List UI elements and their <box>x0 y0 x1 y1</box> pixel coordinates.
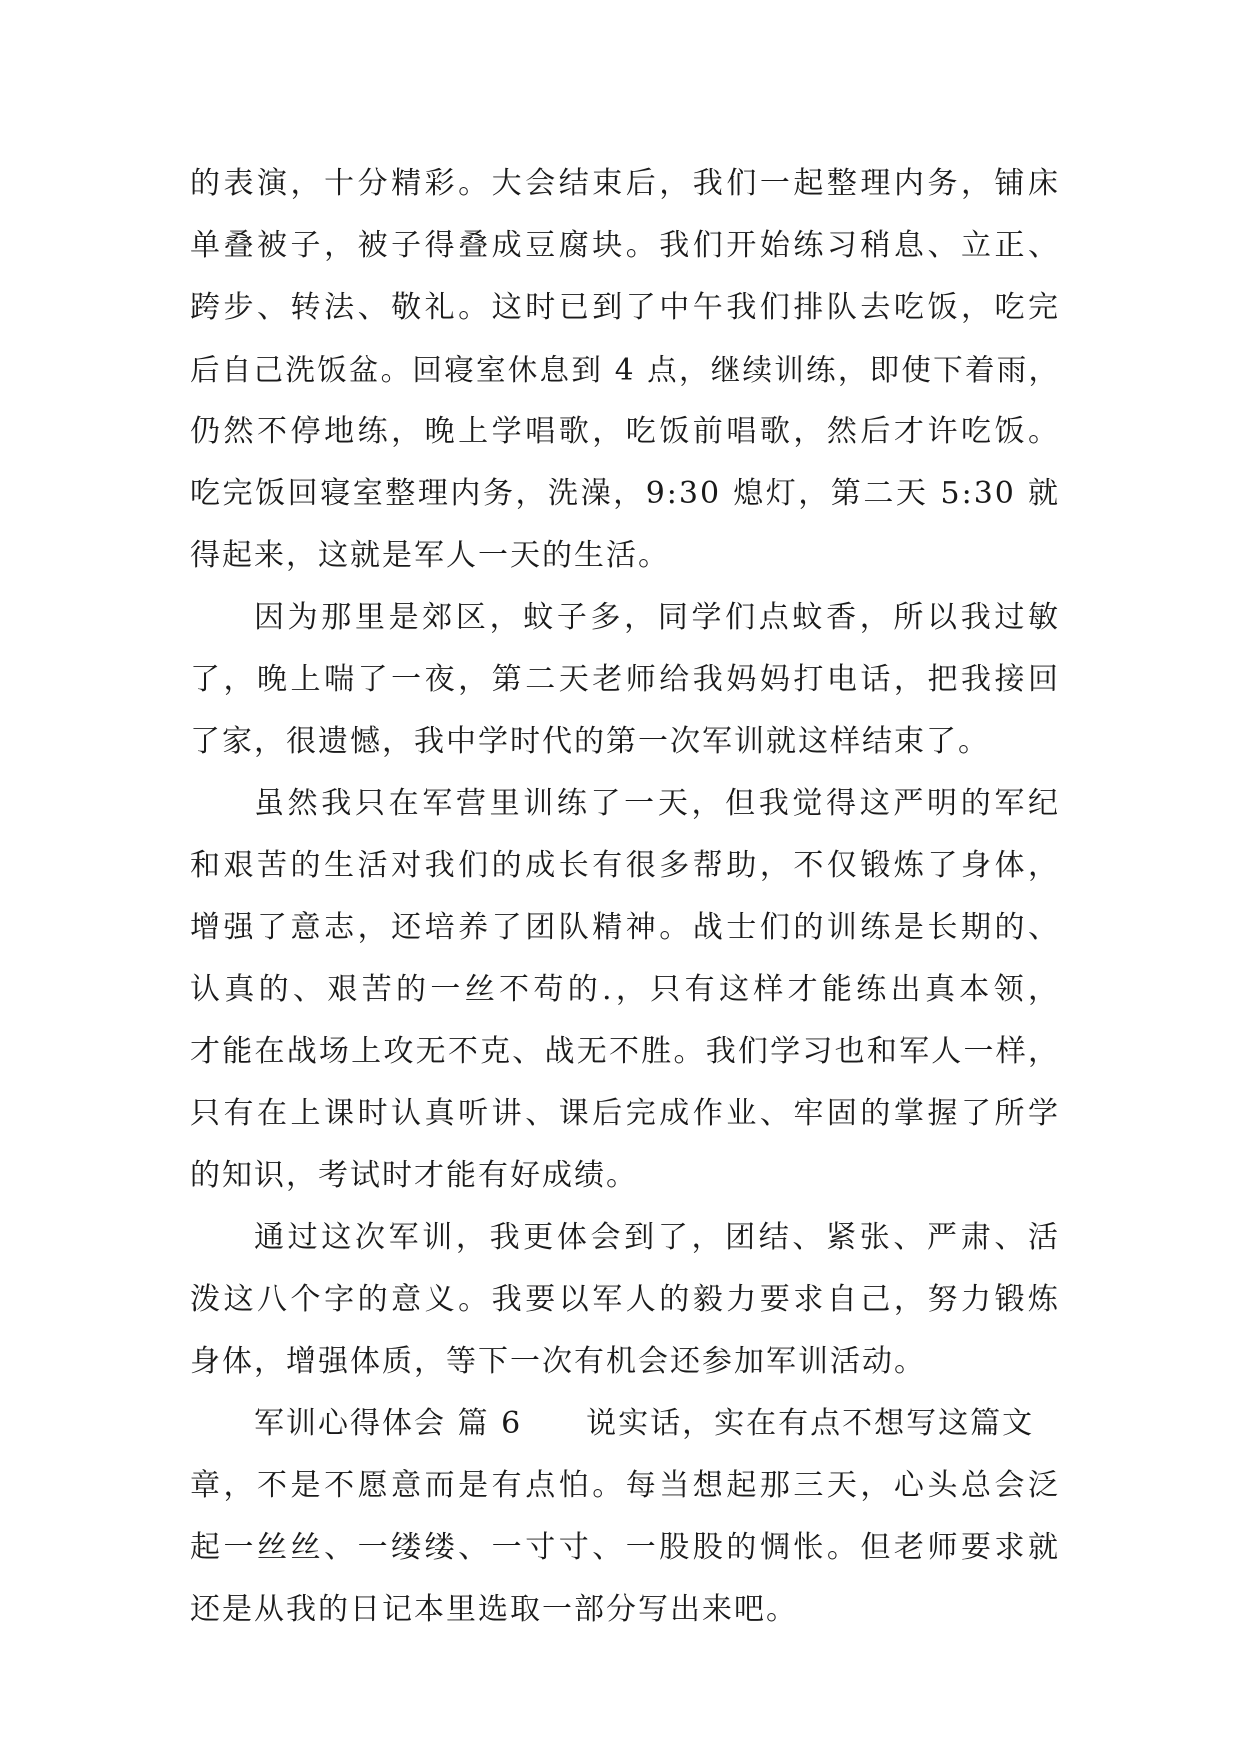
text-line: 了，晚上喘了一夜，第二天老师给我妈妈打电话，把我接回 <box>190 662 1060 697</box>
text-line: 章，不是不愿意而是有点怕。每当想起那三天，心头总会泛 <box>190 1468 1060 1503</box>
text-line: 单叠被子，被子得叠成豆腐块。我们开始练习稍息、立正、 <box>190 228 1060 263</box>
text-line: 仍然不停地练，晚上学唱歌，吃饭前唱歌，然后才许吃饭。 <box>190 414 1060 449</box>
text-line: 认真的、艰苦的一丝不苟的.，只有这样才能练出真本领， <box>190 972 1060 1007</box>
section-heading: 军训心得体会 篇 6 <box>254 1406 523 1441</box>
text-line: 还是从我的日记本里选取一部分写出来吧。 <box>190 1592 798 1627</box>
section-first-line <box>190 1393 1060 1455</box>
text-line: 的知识，考试时才能有好成绩。 <box>190 1158 638 1193</box>
text-line: 因为那里是郊区，蚊子多，同学们点蚊香，所以我过敏 <box>254 600 1060 635</box>
paragraph <box>190 153 1060 587</box>
document-body <box>190 153 1060 1641</box>
text-line: 起一丝丝、一缕缕、一寸寸、一股股的惆怅。但老师要求就 <box>190 1530 1060 1565</box>
text-line: 跨步、转法、敬礼。这时已到了中午我们排队去吃饭，吃完 <box>190 290 1060 325</box>
section <box>190 1393 1060 1641</box>
paragraph <box>190 1207 1060 1393</box>
text-line: 的表演，十分精彩。大会结束后，我们一起整理内务，铺床 <box>190 166 1060 201</box>
text-line: 身体，增强体质，等下一次有机会还参加军训活动。 <box>190 1344 926 1379</box>
text-line: 通过这次军训，我更体会到了，团结、紧张、严肃、活 <box>254 1220 1060 1255</box>
paragraph <box>190 587 1060 773</box>
text-line: 泼这八个字的意义。我要以军人的毅力要求自己，努力锻炼 <box>190 1282 1060 1317</box>
text-line: 增强了意志，还培养了团队精神。战士们的训练是长期的、 <box>190 910 1060 945</box>
text-line: 虽然我只在军营里训练了一天，但我觉得这严明的军纪 <box>254 786 1060 821</box>
text-line: 才能在战场上攻无不克、战无不胜。我们学习也和军人一样， <box>190 1034 1060 1069</box>
text-line: 吃完饭回寝室整理内务，洗澡，9:30 熄灯，第二天 5:30 就 <box>190 476 1060 511</box>
text-line: 只有在上课时认真听讲、课后完成作业、牢固的掌握了所学 <box>190 1096 1060 1131</box>
text-line: 了家，很遗憾，我中学时代的第一次军训就这样结束了。 <box>190 724 990 759</box>
paragraph <box>190 773 1060 1207</box>
text-line: 后自己洗饭盆。回寝室休息到 4 点，继续训练，即使下着雨， <box>190 353 1060 387</box>
text-line: 得起来，这就是军人一天的生活。 <box>190 538 670 573</box>
text-line: 和艰苦的生活对我们的成长有很多帮助，不仅锻炼了身体， <box>190 848 1060 883</box>
section-first-line-text: 说实话，实在有点不想写这篇文 <box>586 1406 1035 1441</box>
